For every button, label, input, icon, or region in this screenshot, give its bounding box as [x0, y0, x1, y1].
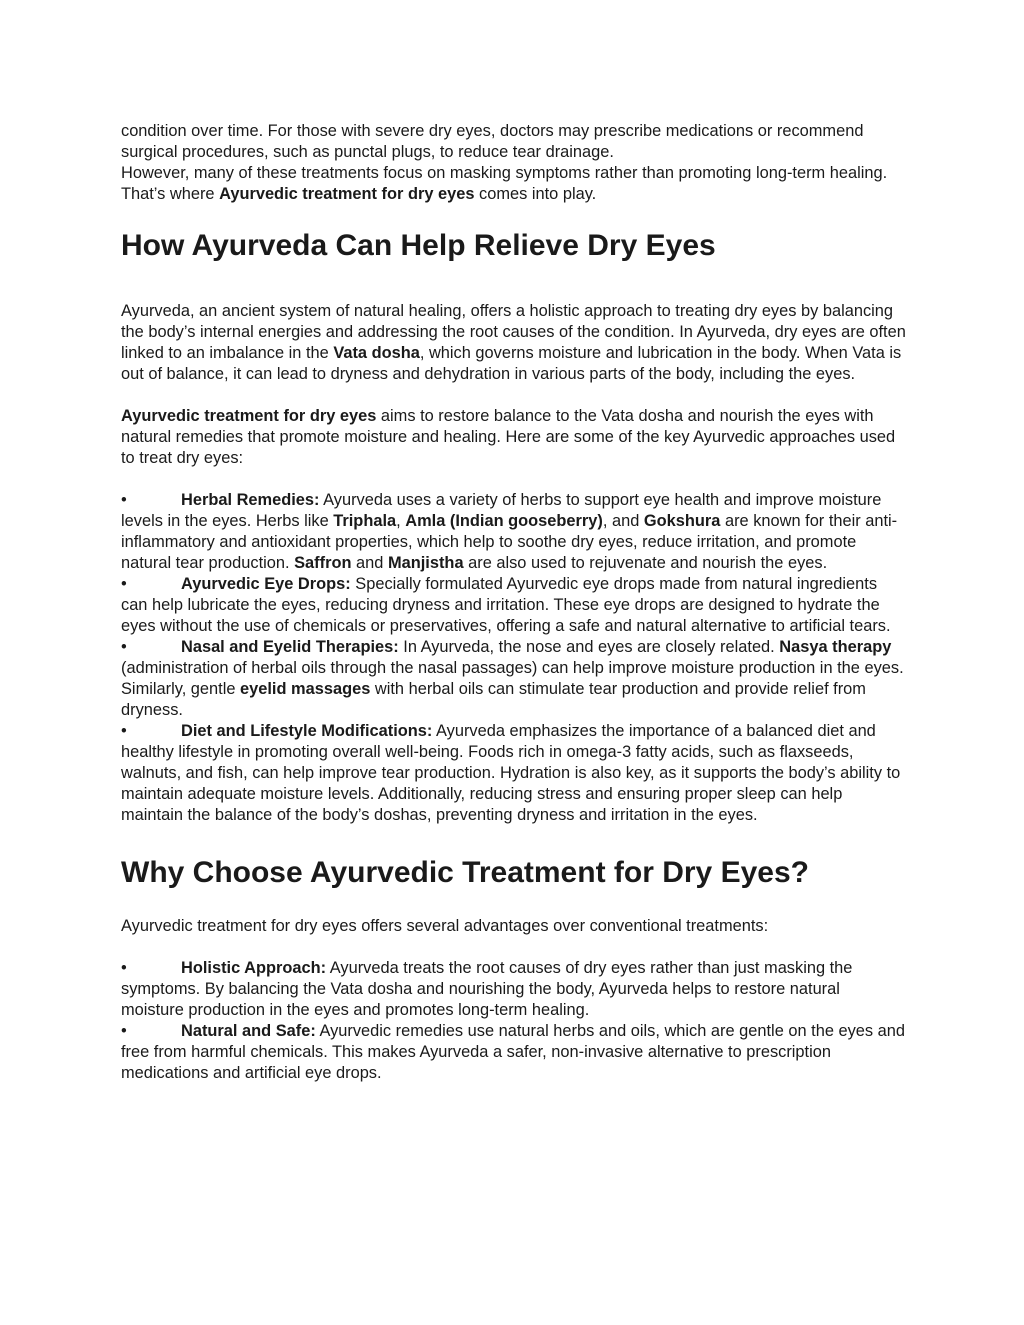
keyword-ayurvedic-treatment: Ayurvedic treatment for dry eyes: [121, 407, 377, 425]
list-item-diet-lifestyle: • Diet and Lifestyle Modifications: Ayurveda emphasizes the importance of a balanced diet and healthy lifestyle in promoting overall well-being. Foods rich in omega-3 fatty acids, such as flaxseeds, walnuts, and fish, can help improve tear production. Hydration is also key, as it supports the body’s ability to maintain adequate moisture levels. Additionally, reducing stress and ensuring proper sleep can help maintain the balance of the body’s doshas, preventing dryness and irritation in the eyes.: [121, 722, 901, 824]
section1-paragraph2: Ayurvedic treatment for dry eyes aims to restore balance to the Vata dosha and nourish the eyes with natural remedies that promote moisture and healing. Here are some of the key Ayurvedic approaches used to treat dry eyes:: [121, 407, 896, 467]
list-item-title: Natural and Safe:: [181, 1022, 316, 1040]
section2-heading: Why Choose Ayurvedic Treatment for Dry Eyes?: [121, 856, 809, 889]
list-item-nasal-eyelid: • Nasal and Eyelid Therapies: In Ayurveda, the nose and eyes are closely related. Nasya therapy (administration of herbal oils through the nasal passages) can help improve moisture production in the eyes. Similarly, gentle eyelid massages with herbal oils can stimulate tear production and provide relief from dryness.: [121, 638, 904, 719]
bullet: •: [121, 491, 127, 509]
list-item-title: Nasal and Eyelid Therapies:: [181, 638, 399, 656]
bullet: •: [121, 575, 127, 593]
bullet: •: [121, 959, 127, 977]
bullet: •: [121, 1022, 127, 1040]
list-item-holistic-approach: • Holistic Approach: Ayurveda treats the root causes of dry eyes rather than just masking the symptoms. By balancing the Vata dosha and nourishing the body, Ayurveda helps to restore natural moisture production in the eyes and promotes long-term healing.: [121, 959, 853, 1019]
bullet: •: [121, 638, 127, 656]
list-item-title: Ayurvedic Eye Drops:: [181, 575, 351, 593]
list-item-eye-drops: • Ayurvedic Eye Drops: Specially formulated Ayurvedic eye drops made from natural ingredients can help lubricate the eyes, reducing dryness and irritation. These eye drops are designed to hydrate the eyes without the use of chemicals or preservatives, offering a safe and natural alternative to artificial tears.: [121, 575, 891, 635]
intro-paragraph: condition over time. For those with severe dry eyes, doctors may prescribe medications or recommend surgical procedures, such as punctal plugs, to reduce tear drainage. However, many of these treatments focus on masking symptoms rather than promoting long-term healing. That’s where Ayurvedic treatment for dry eyes comes into play.: [121, 122, 888, 203]
list-item-title: Diet and Lifestyle Modifications:: [181, 722, 433, 740]
bullet: •: [121, 722, 127, 740]
list-item-title: Holistic Approach:: [181, 959, 327, 977]
keyword-ayurvedic-treatment: Ayurvedic treatment for dry eyes: [219, 185, 475, 203]
keyword-vata-dosha: Vata dosha: [333, 344, 420, 362]
list-item-herbal-remedies: • Herbal Remedies: Ayurveda uses a variety of herbs to support eye health and improve moisture levels in the eyes. Herbs like Triphala, Amla (Indian gooseberry), and Gokshura are known for their anti-inflammatory and antioxidant properties, which help to soothe dry eyes, reduce irritation, and promote natural tear production. Saffron and Manjistha are also used to rejuvenate and nourish the eyes.: [121, 491, 898, 572]
intro-line1: condition over time. For those with severe dry eyes, doctors may prescribe medications or recommend surgical procedures, such as punctal plugs, to reduce tear drainage.: [121, 122, 864, 161]
section1-paragraph1: Ayurveda, an ancient system of natural healing, offers a holistic approach to treating dry eyes by balancing the body’s internal energies and addressing the root causes of the condition. In Ayurveda, dry eyes are often linked to an imbalance in the Vata dosha, which governs moisture and lubrication in the body. When Vata is out of balance, it can lead to dryness and dehydration in various parts of the body, including the eyes.: [121, 302, 906, 383]
list-item-title: Herbal Remedies:: [181, 491, 320, 509]
section2-intro: Ayurvedic treatment for dry eyes offers several advantages over conventional treatments:: [121, 917, 769, 935]
section1-heading: How Ayurveda Can Help Relieve Dry Eyes: [121, 229, 716, 262]
list-item-natural-safe: • Natural and Safe: Ayurvedic remedies use natural herbs and oils, which are gentle on the eyes and free from harmful chemicals. This makes Ayurveda a safer, non-invasive alternative to prescription medications and artificial eye drops.: [121, 1022, 906, 1082]
document-page: [121, 121, 906, 1084]
